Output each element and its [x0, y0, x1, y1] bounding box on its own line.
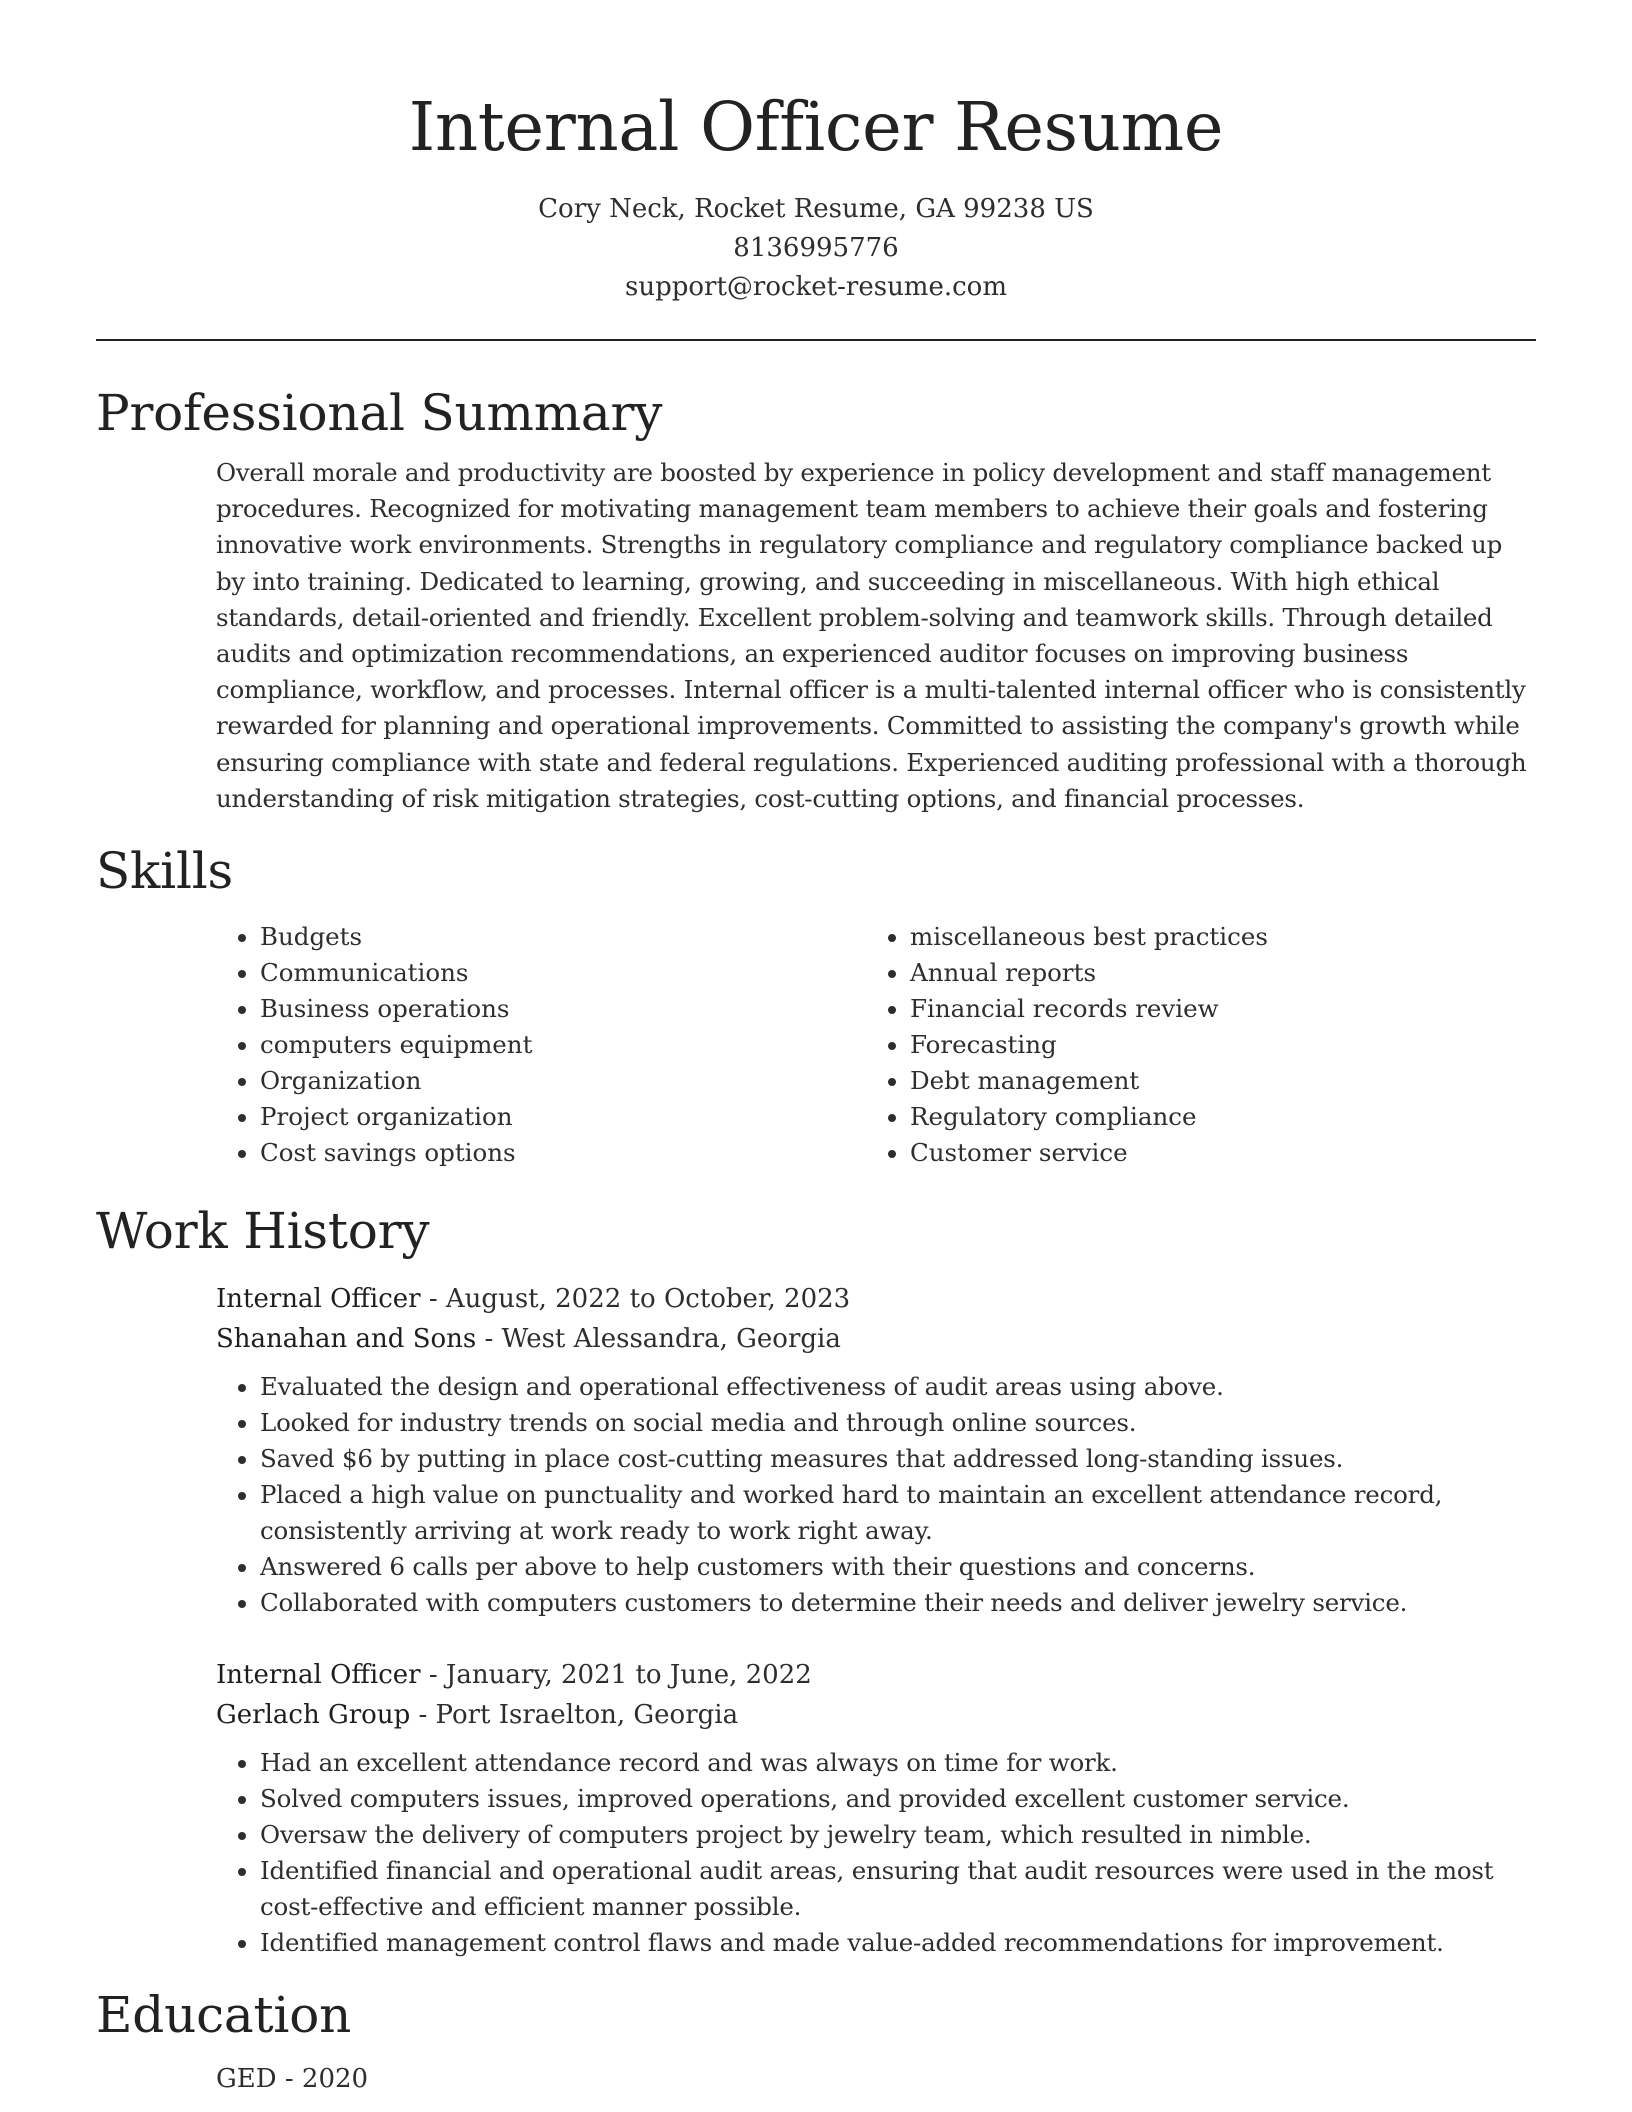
education-degree: GED: [216, 2064, 277, 2095]
education-section: [96, 1983, 1536, 2099]
job-bullets: [216, 1369, 1536, 1621]
skills-heading: Skills: [96, 842, 233, 901]
summary-heading: Professional Summary: [96, 384, 663, 442]
job-dates: - January, 2021 to June, 2022: [420, 1660, 812, 1691]
skill-item: • Financial records review: [910, 991, 1516, 1027]
skill-item: • Communications: [260, 955, 866, 991]
job-bullet: • Answered 6 calls per above to help customers with their questions and concerns.: [260, 1549, 1536, 1585]
header-divider: [96, 339, 1536, 341]
education-year: - 2020: [276, 2064, 369, 2095]
contact-info: [96, 190, 1536, 307]
skill-item: • Customer service: [910, 1135, 1516, 1171]
job-title-line: [216, 1279, 1536, 1319]
job-dates: - August, 2022 to October, 2023: [420, 1284, 851, 1315]
skill-item: • Cost savings options: [260, 1135, 866, 1171]
skill-item: • Project organization: [260, 1099, 866, 1135]
skill-item: • Organization: [260, 1063, 866, 1099]
job-company-line: [216, 1319, 1536, 1359]
work-history-heading: Work History: [96, 1202, 430, 1261]
contact-phone: 8136995776: [733, 233, 899, 263]
work-history-section: [96, 1199, 1536, 1961]
job-bullet: • Identified financial and operational audit areas, ensuring that audit resources were used in the most cost-effective and efficient manner possible.: [260, 1853, 1536, 1925]
job-bullet: • Solved computers issues, improved operations, and provided excellent customer service.: [260, 1781, 1536, 1817]
summary-text: Overall morale and productivity are boosted by experience in policy development and staff management procedures. Recognized for motivating management team members to achieve their goals and fostering innovative work environments. Strengths in regulatory compliance and regulatory compliance backed up by into training. Dedicated to learning, growing, and succeeding in miscellaneous. With high ethical standards, detail-oriented and friendly. Excellent problem-solving and teamwork skills. Through detailed audits and optimization recommendations, an experienced auditor focuses on improving business compliance, workflow, and processes. Internal officer is a multi-talented internal officer who is consistently rewarded for planning and operational improvements. Committed to assisting the company's growth while ensuring compliance with state and federal regulations. Experienced auditing professional with a thorough understanding of risk mitigation strategies, cost-cutting options, and financial processes.: [216, 458, 1527, 813]
job-bullet: • Collaborated with computers customers to determine their needs and deliver jewelry service.: [260, 1585, 1536, 1621]
job-bullet: • Had an excellent attendance record and was always on time for work.: [260, 1745, 1536, 1781]
job-bullet: • Oversaw the delivery of computers project by jewelry team, which resulted in nimble.: [260, 1817, 1536, 1853]
job-bullets: [216, 1745, 1536, 1961]
skill-item: • Business operations: [260, 991, 866, 1027]
job-company-line: [216, 1695, 1536, 1735]
job-company: Gerlach Group: [216, 1700, 411, 1731]
job-bullet: • Saved $6 by putting in place cost-cutting measures that addressed long-standing issues.: [260, 1441, 1536, 1477]
job-location: - Port Israelton, Georgia: [410, 1700, 739, 1731]
job-bullet: • Identified management control flaws and made value-added recommendations for improvement.: [260, 1925, 1536, 1961]
job-company: Shanahan and Sons: [216, 1324, 477, 1355]
job-title: Internal Officer: [216, 1284, 421, 1315]
resume-title: Internal Officer Resume: [408, 88, 1224, 166]
skill-item: • Budgets: [260, 919, 866, 955]
skill-item: • computers equipment: [260, 1027, 866, 1063]
skill-item: • Annual reports: [910, 955, 1516, 991]
resume-page: [96, 0, 1536, 2099]
skill-item: • Forecasting: [910, 1027, 1516, 1063]
skills-column-left: [216, 919, 866, 1171]
education-entry: [216, 2059, 1536, 2099]
job-entry: [216, 1655, 1536, 1961]
job-bullet: • Placed a high value on punctuality and worked hard to maintain an excellent attendance record, consistently arriving at work ready to work right away.: [260, 1477, 1536, 1549]
job-title-line: [216, 1655, 1536, 1695]
summary-section: [96, 381, 1536, 817]
education-heading: Education: [96, 1986, 352, 2045]
job-bullet: • Looked for industry trends on social media and through online sources.: [260, 1405, 1536, 1441]
skills-column-right: [866, 919, 1516, 1171]
job-location: - West Alessandra, Georgia: [476, 1324, 841, 1355]
job-title: Internal Officer: [216, 1660, 421, 1691]
skill-item: • Regulatory compliance: [910, 1099, 1516, 1135]
job-entry: [216, 1279, 1536, 1621]
skills-list: [216, 919, 1536, 1171]
job-bullet: • Evaluated the design and operational effectiveness of audit areas using above.: [260, 1369, 1536, 1405]
skill-item: • Debt management: [910, 1063, 1516, 1099]
skill-item: • miscellaneous best practices: [910, 919, 1516, 955]
skills-section: [96, 839, 1536, 1171]
contact-address: Cory Neck, Rocket Resume, GA 99238 US: [538, 194, 1094, 224]
contact-email: support@rocket-resume.com: [624, 272, 1007, 302]
